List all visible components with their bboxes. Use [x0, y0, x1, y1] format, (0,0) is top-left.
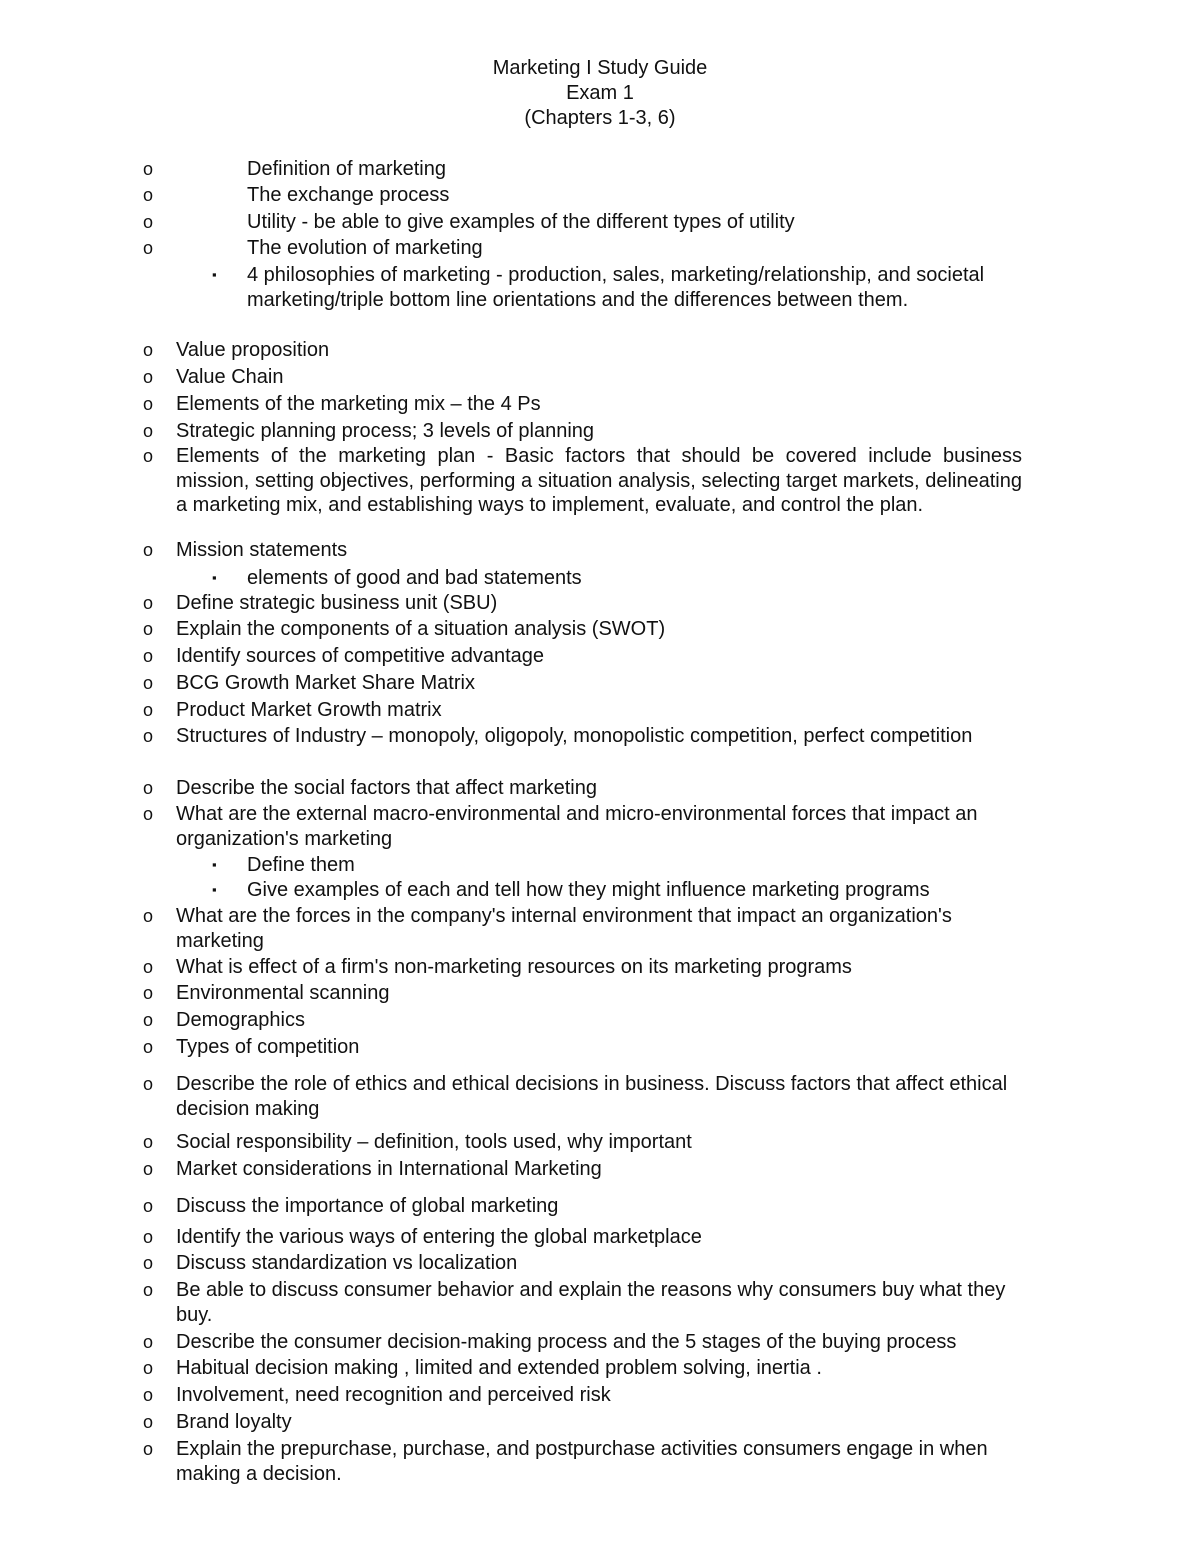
- list-item-text: Product Market Growth matrix: [176, 699, 442, 721]
- list-item-text: Be able to discuss consumer behavior and explain the reasons why consumers buy what they buy.: [176, 1279, 1006, 1326]
- circle-bullet-icon: o: [143, 804, 154, 824]
- list-item-text: BCG Growth Market Share Matrix: [176, 672, 475, 694]
- circle-bullet-icon: o: [143, 1253, 154, 1273]
- circle-bullet-icon: o: [143, 1227, 154, 1247]
- circle-bullet-icon: o: [143, 1132, 154, 1152]
- circle-bullet-icon: o: [143, 1332, 154, 1352]
- list-item-text: Define strategic business unit (SBU): [176, 592, 498, 614]
- circle-bullet-icon: o: [143, 540, 154, 560]
- list-item-text: What are the external macro-environmental and micro-environmental forces that impact an organization's marketing: [176, 803, 978, 850]
- circle-bullet-icon: o: [143, 1196, 154, 1216]
- list-item-text: Strategic planning process; 3 levels of planning: [176, 420, 595, 442]
- list-item-text: 4 philosophies of marketing - production, sales, marketing/relationship, and societal marketing/triple bottom line orientations and the differences between them.: [247, 264, 985, 311]
- circle-bullet-icon: o: [143, 212, 154, 232]
- circle-bullet-icon: o: [143, 1074, 154, 1094]
- list-item-text: The evolution of marketing: [247, 237, 483, 259]
- circle-bullet-icon: o: [143, 367, 154, 387]
- circle-bullet-icon: o: [143, 1159, 154, 1179]
- circle-bullet-icon: o: [143, 593, 154, 613]
- circle-bullet-icon: o: [143, 778, 154, 798]
- circle-bullet-icon: o: [143, 1358, 154, 1378]
- circle-bullet-icon: o: [143, 957, 154, 977]
- list-item-text: Utility - be able to give examples of the different types of utility: [247, 211, 795, 233]
- list-item-text: Structures of Industry – monopoly, oligopoly, monopolistic competition, perfect competition: [176, 725, 973, 747]
- circle-bullet-icon: o: [143, 619, 154, 639]
- document-header: [0, 56, 1200, 131]
- circle-bullet-icon: o: [143, 421, 154, 441]
- list-item-text: Value proposition: [176, 339, 330, 361]
- list-item-text: Describe the consumer decision-making process and the 5 stages of the buying process: [176, 1331, 957, 1353]
- circle-bullet-icon: o: [143, 673, 154, 693]
- square-bullet-icon: ▪: [212, 882, 217, 897]
- circle-bullet-icon: o: [143, 446, 154, 466]
- list-item-text: Definition of marketing: [247, 158, 446, 180]
- list-item-text: Social responsibility – definition, tools used, why important: [176, 1131, 692, 1153]
- list-item-text: Mission statements: [176, 539, 348, 561]
- exam-label: Exam 1: [566, 82, 634, 104]
- list-item-text: Demographics: [176, 1009, 305, 1031]
- circle-bullet-icon: o: [143, 1385, 154, 1405]
- circle-bullet-icon: o: [143, 700, 154, 720]
- circle-bullet-icon: o: [143, 1037, 154, 1057]
- square-bullet-icon: ▪: [212, 570, 217, 585]
- list-item-text: Identify sources of competitive advantage: [176, 645, 544, 667]
- chapters-label: (Chapters 1-3, 6): [524, 107, 676, 129]
- list-item-text: Market considerations in International Marketing: [176, 1158, 602, 1180]
- list-item-text: Describe the role of ethics and ethical decisions in business. Discuss factors that affect ethical decision making: [176, 1073, 1008, 1120]
- list-item-text: Elements of the marketing mix – the 4 Ps: [176, 393, 541, 415]
- list-item-text: Habitual decision making , limited and extended problem solving, inertia .: [176, 1357, 822, 1379]
- list-item-text: Define them: [247, 854, 355, 876]
- list-item-text: Brand loyalty: [176, 1411, 292, 1433]
- list-item-text: elements of good and bad statements: [247, 567, 582, 589]
- list-item-text: Explain the prepurchase, purchase, and postpurchase activities consumers engage in when making a decision.: [176, 1438, 988, 1485]
- list-item-text: Elements of the marketing plan - Basic factors that should be covered include business mission, setting objectives, performing a situation analysis, selecting target markets, delineating a marketing mix, and establishing ways to implement, evaluate, and control the plan.: [176, 445, 1022, 516]
- list-item-text: Identify the various ways of entering the global marketplace: [176, 1226, 702, 1248]
- circle-bullet-icon: o: [143, 906, 154, 926]
- circle-bullet-icon: o: [143, 1010, 154, 1030]
- list-item-text: Environmental scanning: [176, 982, 390, 1004]
- list-item-text: The exchange process: [247, 184, 450, 206]
- circle-bullet-icon: o: [143, 726, 154, 746]
- circle-bullet-icon: o: [143, 185, 154, 205]
- square-bullet-icon: ▪: [212, 267, 217, 282]
- circle-bullet-icon: o: [143, 646, 154, 666]
- list-item-text: Involvement, need recognition and perceived risk: [176, 1384, 611, 1406]
- list-item-text: What is effect of a firm's non-marketing resources on its marketing programs: [176, 956, 852, 978]
- document-title: Marketing I Study Guide: [492, 57, 708, 79]
- list-item-text: Give examples of each and tell how they might influence marketing programs: [247, 879, 930, 901]
- circle-bullet-icon: o: [143, 340, 154, 360]
- list-item-text: Explain the components of a situation analysis (SWOT): [176, 618, 666, 640]
- list-item-text: Value Chain: [176, 366, 284, 388]
- list-item-text: Discuss the importance of global marketing: [176, 1195, 559, 1217]
- list-item-text: Discuss standardization vs localization: [176, 1252, 518, 1274]
- circle-bullet-icon: o: [143, 1280, 154, 1300]
- circle-bullet-icon: o: [143, 159, 154, 179]
- square-bullet-icon: ▪: [212, 857, 217, 872]
- list-item-text: What are the forces in the company's internal environment that impact an organization's marketing: [176, 905, 952, 952]
- circle-bullet-icon: o: [143, 1412, 154, 1432]
- list-item-text: Describe the social factors that affect marketing: [176, 777, 597, 799]
- circle-bullet-icon: o: [143, 238, 154, 258]
- circle-bullet-icon: o: [143, 1439, 154, 1459]
- circle-bullet-icon: o: [143, 394, 154, 414]
- circle-bullet-icon: o: [143, 983, 154, 1003]
- list-item-text: Types of competition: [176, 1036, 360, 1058]
